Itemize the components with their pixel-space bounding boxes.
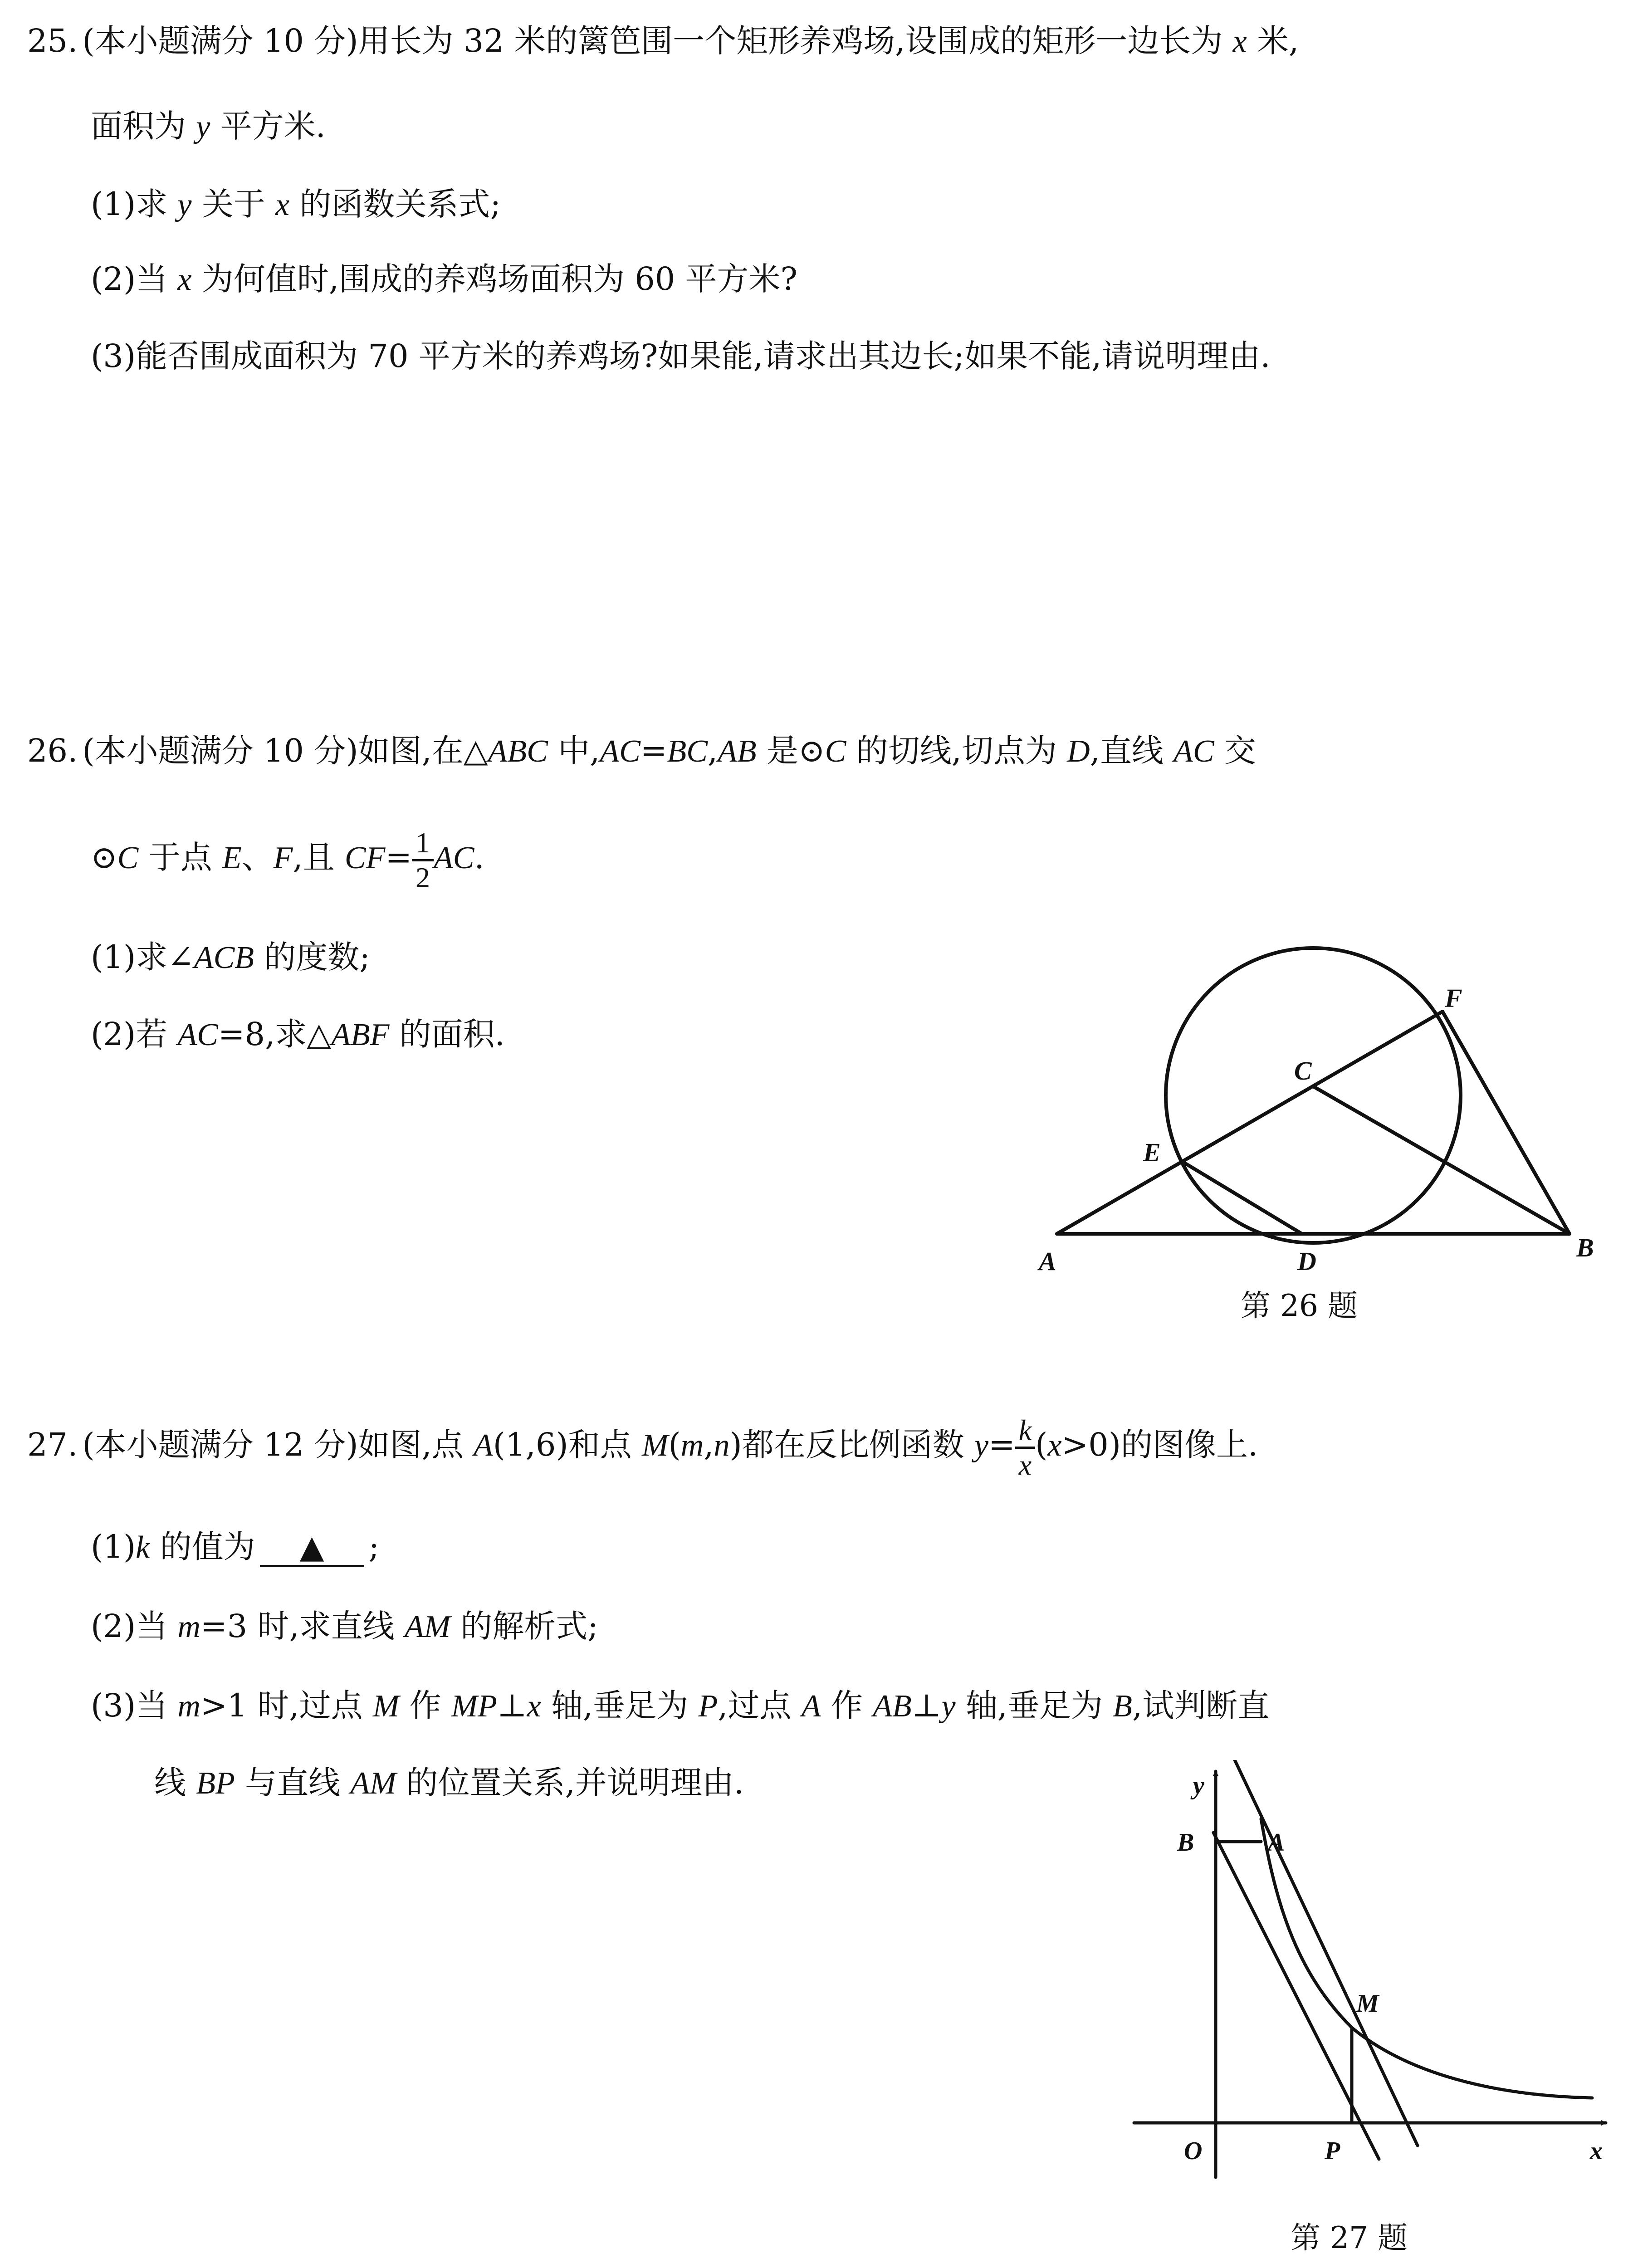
var-bc: BC — [667, 734, 708, 769]
var-bp: BP — [196, 1766, 235, 1801]
figure-26-caption: 第 26 题 — [1241, 1288, 1358, 1323]
q25-number: 25. — [27, 22, 78, 59]
var-ac: AC — [434, 841, 474, 875]
q27-stem-text: )都在反比例函数 — [729, 1426, 975, 1463]
q26-part2-text: (2)若 — [91, 1016, 178, 1053]
fraction-denominator: x — [1018, 1448, 1032, 1481]
q26-stem-text: 是⊙ — [756, 732, 825, 769]
point-a-label: A — [1039, 1246, 1056, 1276]
var-m: m — [177, 1689, 200, 1724]
q27-part1-text: (1) — [91, 1528, 136, 1565]
point-d-label: D — [1297, 1246, 1316, 1276]
q26-stem-text: 的切线,切点为 — [846, 732, 1067, 769]
q26-stem-text: ,直线 — [1090, 732, 1174, 769]
q27-part3-text: 作 — [399, 1687, 451, 1724]
q25-stem-text: (本小题满分 10 分)用长为 32 米的篱笆围一个矩形养鸡场,设围成的矩形一边长为 — [82, 22, 1233, 59]
point-c-label: C — [1294, 1056, 1312, 1085]
figure-27-caption: 第 27 题 — [1291, 2220, 1408, 2255]
q27-stem-text: (1,6)和点 — [493, 1426, 642, 1463]
q27-part3-text: 线 — [154, 1764, 196, 1801]
q26-stem-text: (本小题满分 10 分)如图,在△ — [82, 732, 488, 769]
var-acb: ACB — [194, 940, 254, 975]
q25-part1-text: 的函数关系式; — [289, 186, 501, 223]
fraction-one-half — [412, 828, 434, 892]
var-am: AM — [404, 1609, 450, 1644]
point-a-label: A — [1268, 1828, 1285, 1857]
q27-part3-line1 — [91, 1683, 1269, 1728]
circle-c — [1166, 948, 1461, 1243]
q27-part2-text: =3 时,求直线 — [200, 1608, 405, 1645]
q27-part3-text: ⊥ — [911, 1687, 942, 1724]
q26-stem-text: , — [707, 732, 718, 769]
var-x: x — [177, 262, 192, 297]
q26-stem-text: 中, — [548, 732, 600, 769]
var-m: m — [177, 1609, 200, 1644]
fraction-k-over-x — [1015, 1413, 1035, 1481]
q27-stem-text: ( — [668, 1426, 681, 1463]
var-am: AM — [350, 1766, 396, 1801]
q26-number: 26. — [27, 732, 78, 769]
q27-stem-line — [27, 1404, 1258, 1486]
hyperbola-curve — [1261, 1819, 1592, 2098]
origin-label: O — [1184, 2137, 1203, 2165]
var-x: x — [275, 187, 290, 222]
q25-part3-text: (3)能否围成面积为 70 平方米的养鸡场?如果能,请求出其边长;如果不能,请说明理由. — [91, 337, 1271, 375]
q27-stem-text: >0)的图像上. — [1061, 1426, 1258, 1463]
q27-part1-text: ; — [368, 1528, 380, 1565]
var-y: y — [974, 1428, 989, 1463]
q27-part3-text: ⊥ — [497, 1687, 527, 1724]
q25-part1-text: (1)求 — [91, 186, 178, 223]
point-e-label: E — [1143, 1138, 1161, 1167]
var-y: y — [177, 187, 192, 222]
q27-number: 27. — [27, 1426, 78, 1463]
q26-part2 — [91, 1012, 505, 1057]
fraction-denominator: 2 — [416, 861, 430, 894]
q26-stem-text: . — [474, 839, 484, 876]
q27-part3-text: 与直线 — [235, 1764, 351, 1801]
figure-27 — [1116, 1760, 1624, 2195]
q25-part1-text: 关于 — [191, 186, 275, 223]
q25-part2-text: 为何值时,围成的养鸡场面积为 60 平方米? — [191, 260, 798, 298]
q27-part3-text: ,过点 — [718, 1687, 802, 1724]
q27-part3-text: 作 — [821, 1687, 873, 1724]
var-ab: AB — [873, 1689, 912, 1724]
q25-part2 — [91, 256, 797, 302]
fraction-numerator: 1 — [412, 828, 434, 861]
q27-part3-text: 轴,垂足为 — [541, 1687, 699, 1724]
q27-part1-text: 的值为 — [150, 1528, 255, 1565]
var-c: C — [117, 841, 139, 875]
var-abc: ABC — [488, 734, 548, 769]
q27-part3-text: 轴,垂足为 — [955, 1687, 1113, 1724]
q26-part2-text: 的面积. — [389, 1016, 505, 1053]
segment-fb — [1442, 1012, 1569, 1234]
q26-part2-text: =8,求△ — [218, 1016, 332, 1053]
var-f: F — [273, 841, 293, 875]
q26-stem-text: ,且 — [293, 839, 345, 876]
q26-stem-text: = — [640, 732, 667, 769]
var-y: y — [196, 109, 210, 144]
q27-stem-text: = — [988, 1426, 1015, 1463]
var-d: D — [1067, 734, 1090, 769]
var-x: x — [1047, 1428, 1062, 1463]
var-ab: AB — [718, 734, 757, 769]
q25-part3 — [91, 333, 1271, 379]
var-ac: AC — [1173, 734, 1214, 769]
q26-stem-text: = — [385, 839, 412, 876]
var-abf: ABF — [331, 1017, 390, 1052]
q26-part1-text: 的度数; — [254, 938, 370, 976]
var-k: k — [136, 1530, 150, 1565]
answer-blank — [260, 1529, 364, 1567]
var-x: x — [527, 1689, 541, 1724]
var-y: y — [941, 1689, 956, 1724]
q25-stem-text: 米, — [1247, 22, 1299, 59]
q27-part3-text: 的位置关系,并说明理由. — [396, 1764, 744, 1801]
point-f-label: F — [1445, 983, 1462, 1013]
var-cf: CF — [344, 841, 386, 875]
q26-stem-line1 — [27, 728, 1256, 773]
q27-part3-line2 — [154, 1760, 744, 1805]
q27-part2 — [91, 1603, 598, 1649]
q25-stem-line2 — [91, 103, 326, 149]
q26-stem-line2 — [91, 821, 484, 894]
var-b: B — [1113, 1689, 1133, 1724]
q26-stem-text: 于点 — [138, 839, 222, 876]
var-n: n — [714, 1428, 730, 1463]
segment-cb — [1313, 1086, 1569, 1234]
line-am — [1235, 1760, 1418, 2146]
var-c: C — [825, 734, 846, 769]
q25-part1 — [91, 181, 501, 227]
var-ac: AC — [177, 1017, 218, 1052]
var-x: x — [1232, 24, 1247, 59]
triangle-icon: ▲ — [299, 1528, 324, 1565]
q27-stem-text: ( — [1035, 1426, 1048, 1463]
axis-x-label: x — [1590, 2137, 1603, 2165]
var-mp: MP — [451, 1689, 497, 1724]
q27-part2-text: 的解析式; — [450, 1608, 598, 1645]
q25-stem-text: 平方米. — [210, 108, 326, 145]
fraction-numerator: k — [1015, 1416, 1035, 1449]
line-bp — [1213, 1833, 1379, 2159]
point-b-label: B — [1177, 1828, 1194, 1857]
var-a: A — [801, 1689, 821, 1724]
q27-part3-text: >1 时,过点 — [200, 1687, 373, 1724]
figure-26 — [1021, 943, 1624, 1315]
var-m: m — [680, 1428, 704, 1463]
var-p: P — [698, 1689, 718, 1724]
point-b-label: B — [1576, 1233, 1594, 1262]
var-ac: AC — [600, 734, 640, 769]
q27-part3-text: ,试判断直 — [1132, 1687, 1270, 1724]
var-a: A — [474, 1428, 493, 1463]
q26-part1 — [91, 934, 370, 980]
q27-part2-text: (2)当 — [91, 1608, 178, 1645]
point-m-label: M — [1356, 1989, 1379, 2018]
q25-part2-text: (2)当 — [91, 260, 178, 298]
point-p-label: P — [1325, 2137, 1340, 2165]
q25-stem-line1 — [27, 18, 1299, 64]
axis-y-label: y — [1193, 1772, 1204, 1800]
var-e: E — [222, 841, 242, 875]
q25-stem-text: 面积为 — [91, 108, 196, 145]
var-m-point: M — [372, 1689, 400, 1724]
q26-stem-text: 交 — [1214, 732, 1256, 769]
q27-part3-text: (3)当 — [91, 1687, 178, 1724]
q27-stem-text: (本小题满分 12 分)如图,点 — [82, 1426, 474, 1463]
var-m-point: M — [642, 1428, 669, 1463]
q27-part1 — [91, 1524, 379, 1569]
q27-stem-text: , — [704, 1426, 714, 1463]
q26-part1-text: (1)求∠ — [91, 938, 194, 976]
q26-stem-text: ⊙ — [91, 839, 117, 876]
q26-stem-text: 、 — [241, 839, 274, 876]
